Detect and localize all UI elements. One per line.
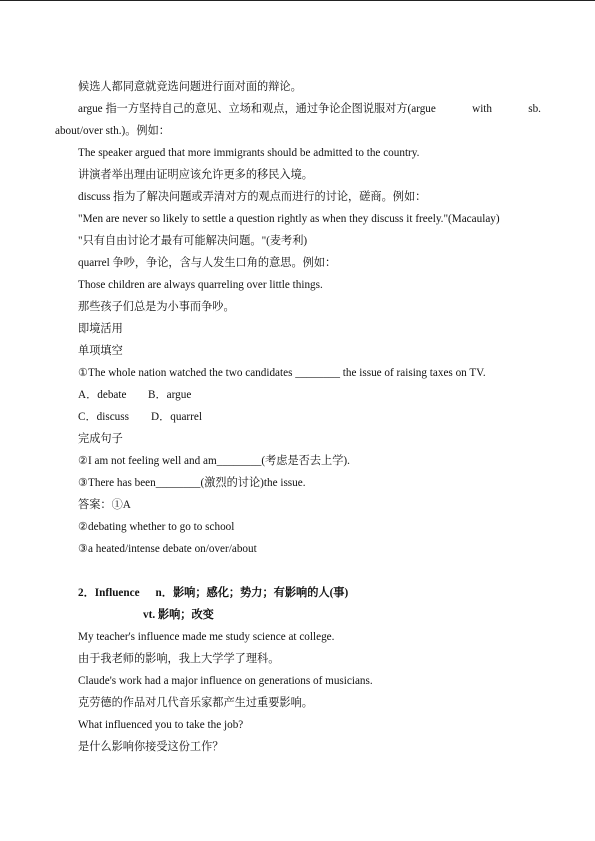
option-d: D．quarrel bbox=[151, 411, 202, 423]
section-heading: 即境活用 bbox=[78, 323, 123, 335]
entry-definition-verb: vt. 影响；改变 bbox=[143, 609, 214, 621]
section-heading: 单项填空 bbox=[78, 345, 123, 357]
text-segment: with bbox=[472, 103, 492, 115]
entry-definition-noun: n．影响；感化；势力；有影响的人(事) bbox=[155, 587, 349, 599]
text-line: about/over sth.)。例如： bbox=[55, 125, 170, 137]
text-line: quarrel 争吵，争论，含与人发生口角的意思。例如： bbox=[78, 257, 337, 269]
answer-line: ②debating whether to go to school bbox=[78, 521, 235, 533]
example-translation: 克劳德的作品对几代音乐家都产生过重要影响。 bbox=[78, 697, 313, 709]
text-line: discuss 指为了解决问题或弄清对方的观点而进行的讨论，磋商。例如： bbox=[78, 191, 427, 203]
text-line-justified bbox=[78, 102, 541, 116]
example-translation: 由于我老师的影响，我上大学学了理科。 bbox=[78, 653, 280, 665]
example-sentence: Claude's work had a major influence on generations of musicians. bbox=[78, 675, 373, 687]
answer-line: ③a heated/intense debate on/over/about bbox=[78, 543, 257, 555]
options-row-2 bbox=[78, 410, 202, 424]
section-heading: 完成句子 bbox=[78, 433, 123, 445]
option-a: A．debate bbox=[78, 389, 127, 401]
example-translation: 那些孩子们总是为小事而争吵。 bbox=[78, 301, 235, 313]
option-b: B．argue bbox=[148, 389, 192, 401]
entry-word: 2．Influence bbox=[78, 587, 140, 599]
example-sentence: Those children are always quarreling over little things. bbox=[78, 279, 323, 291]
example-sentence: The speaker argued that more immigrants should be admitted to the country. bbox=[78, 147, 420, 159]
option-c: C．discuss bbox=[78, 411, 129, 423]
question-1: ①The whole nation watched the two candidates ________ the issue of raising taxes on TV. bbox=[78, 367, 486, 379]
example-sentence: What influenced you to take the job? bbox=[78, 719, 244, 731]
text-line: 候选人都同意就竞选问题进行面对面的辩论。 bbox=[78, 81, 302, 93]
text-segment: sb. bbox=[528, 103, 541, 115]
answer-line: 答案：①A bbox=[78, 499, 131, 511]
example-translation: 讲演者举出理由证明应该允许更多的移民入境。 bbox=[78, 169, 313, 181]
entry-heading bbox=[78, 586, 348, 600]
text-segment: argue 指一方坚持自己的意见、立场和观点，通过争论企图说服对方(argue bbox=[78, 103, 436, 115]
example-translation: "只有自由讨论才最有可能解决问题。"(麦考利) bbox=[78, 235, 308, 247]
question-3: ③There has been________(激烈的讨论)the issue. bbox=[78, 477, 306, 489]
example-translation: 是什么影响你接受这份工作？ bbox=[78, 741, 224, 753]
example-sentence: "Men are never so likely to settle a question rightly as when they discuss it freely."(Macaulay) bbox=[78, 213, 500, 225]
options-row-1 bbox=[78, 388, 191, 402]
example-sentence: My teacher's influence made me study science at college. bbox=[78, 631, 335, 643]
question-2: ②I am not feeling well and am________(考虑是否去上学). bbox=[78, 455, 350, 467]
page-top-rule bbox=[0, 0, 595, 1]
